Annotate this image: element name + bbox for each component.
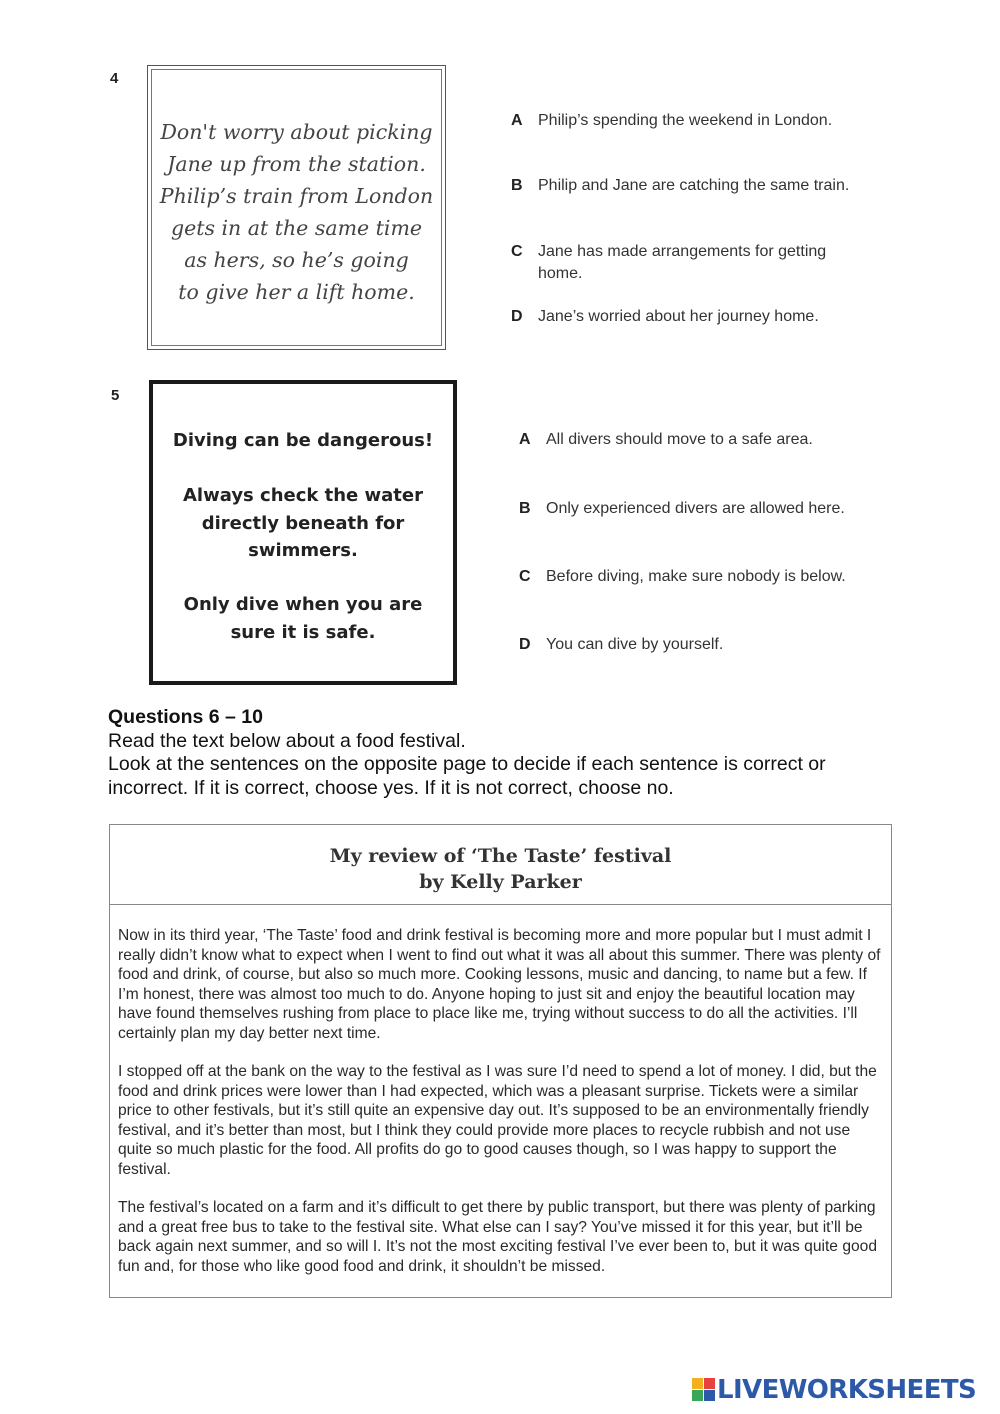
- question-4-note: [147, 65, 446, 350]
- review-title: My review of ‘The Taste’ festival: [329, 845, 672, 867]
- question-4-note-text: Don't worry about picking Jane up from the station. Philip’s train from London gets in at the same time as hers, so he’s going to give her a lift home.: [159, 120, 434, 304]
- review-paragraph: The festival’s located on a farm and it’s difficult to get there by public transport, but there was plenty of parking and a great free bus to take to the festival site. What else can I say? You’ve missed it for this year, but it’ll be back again next summer, and so will I. It’s not the most exciting festival I’ve ever been to, but it was quite good fun and, for those who like good food and drink, it shouldn’t be missed.: [118, 1199, 878, 1275]
- review-paragraph: I stopped off at the bank on the way to the festival as I was sure I’d need to spend a lot of money. I did, but the food and drink prices were lower than I had expected, which was a pleasant surprise. Tickets were a similar price to other festivals, but it’s still quite an expensive day out. It’s supposed to be an environmentally friendly festival, and it’s better than most, but I think they could provide more places to recycle rubbish and not use quite so much plastic for the food. All profits do go to good causes though, so I was happy to support the festival.: [118, 1063, 877, 1178]
- option-text: Philip’s spending the weekend in London.: [538, 112, 833, 129]
- option-text: Philip and Jane are catching the same train.: [538, 177, 850, 194]
- option-text: Before diving, make sure nobody is below.: [546, 568, 846, 585]
- option-letter: B: [511, 177, 523, 194]
- sign-warning: Only dive when you are sure it is safe.: [183, 594, 423, 643]
- liveworksheets-logo[interactable]: [692, 1374, 990, 1406]
- question-4-number: 4: [110, 70, 119, 87]
- option-text: Only experienced divers are allowed here.: [546, 500, 845, 517]
- question-5-sign: [149, 380, 457, 685]
- questions-title: Questions 6 – 10: [108, 706, 263, 728]
- option-text: You can dive by yourself.: [546, 636, 724, 653]
- question-5-number: 5: [111, 387, 120, 404]
- option-letter: D: [519, 636, 531, 653]
- option-letter: A: [511, 112, 523, 129]
- instructions: [108, 706, 898, 800]
- option-text: All divers should move to a safe area.: [546, 431, 813, 448]
- option-letter: B: [519, 500, 531, 517]
- sign-heading: Diving can be dangerous!: [172, 430, 434, 451]
- option-text: Jane has made arrangements for getting home.: [538, 243, 827, 282]
- option-text: Jane’s worried about her journey home.: [538, 308, 819, 325]
- option-letter: A: [519, 431, 531, 448]
- option-letter: C: [511, 243, 523, 260]
- logo-icon: [692, 1378, 716, 1402]
- sign-instruction: Always check the water directly beneath for swimmers.: [183, 485, 423, 561]
- option-letter: C: [519, 568, 531, 585]
- review-box: [109, 824, 892, 1298]
- option-letter: D: [511, 308, 523, 325]
- review-body: [110, 905, 891, 1276]
- review-header: [110, 825, 891, 905]
- review-byline: by Kelly Parker: [419, 871, 582, 893]
- instruction-line-2: Look at the sentences on the opposite page to decide if each sentence is correct or incorrect. If it is correct, choose yes. If it is not correct, choose no.: [108, 753, 826, 799]
- logo-text: LIVEWORKSHEETS: [717, 1375, 977, 1405]
- instruction-line-1: Read the text below about a food festival.: [108, 729, 466, 752]
- review-paragraph: Now in its third year, ‘The Taste’ food and drink festival is becoming more and more popular but I must admit I really didn’t know what to expect when I went to find out what it was all about this summer. There was plenty of food and drink, of course, but also so much more. Cooking lessons, music and dancing, to name but a few. If I’m honest, there was almost too much to do. Anyone hoping to just sit and enjoy the beautiful location may have found themselves rushing from place to place like me, trying without success to do all the activities. I’ll certainly plan my day better next time.: [118, 927, 881, 1042]
